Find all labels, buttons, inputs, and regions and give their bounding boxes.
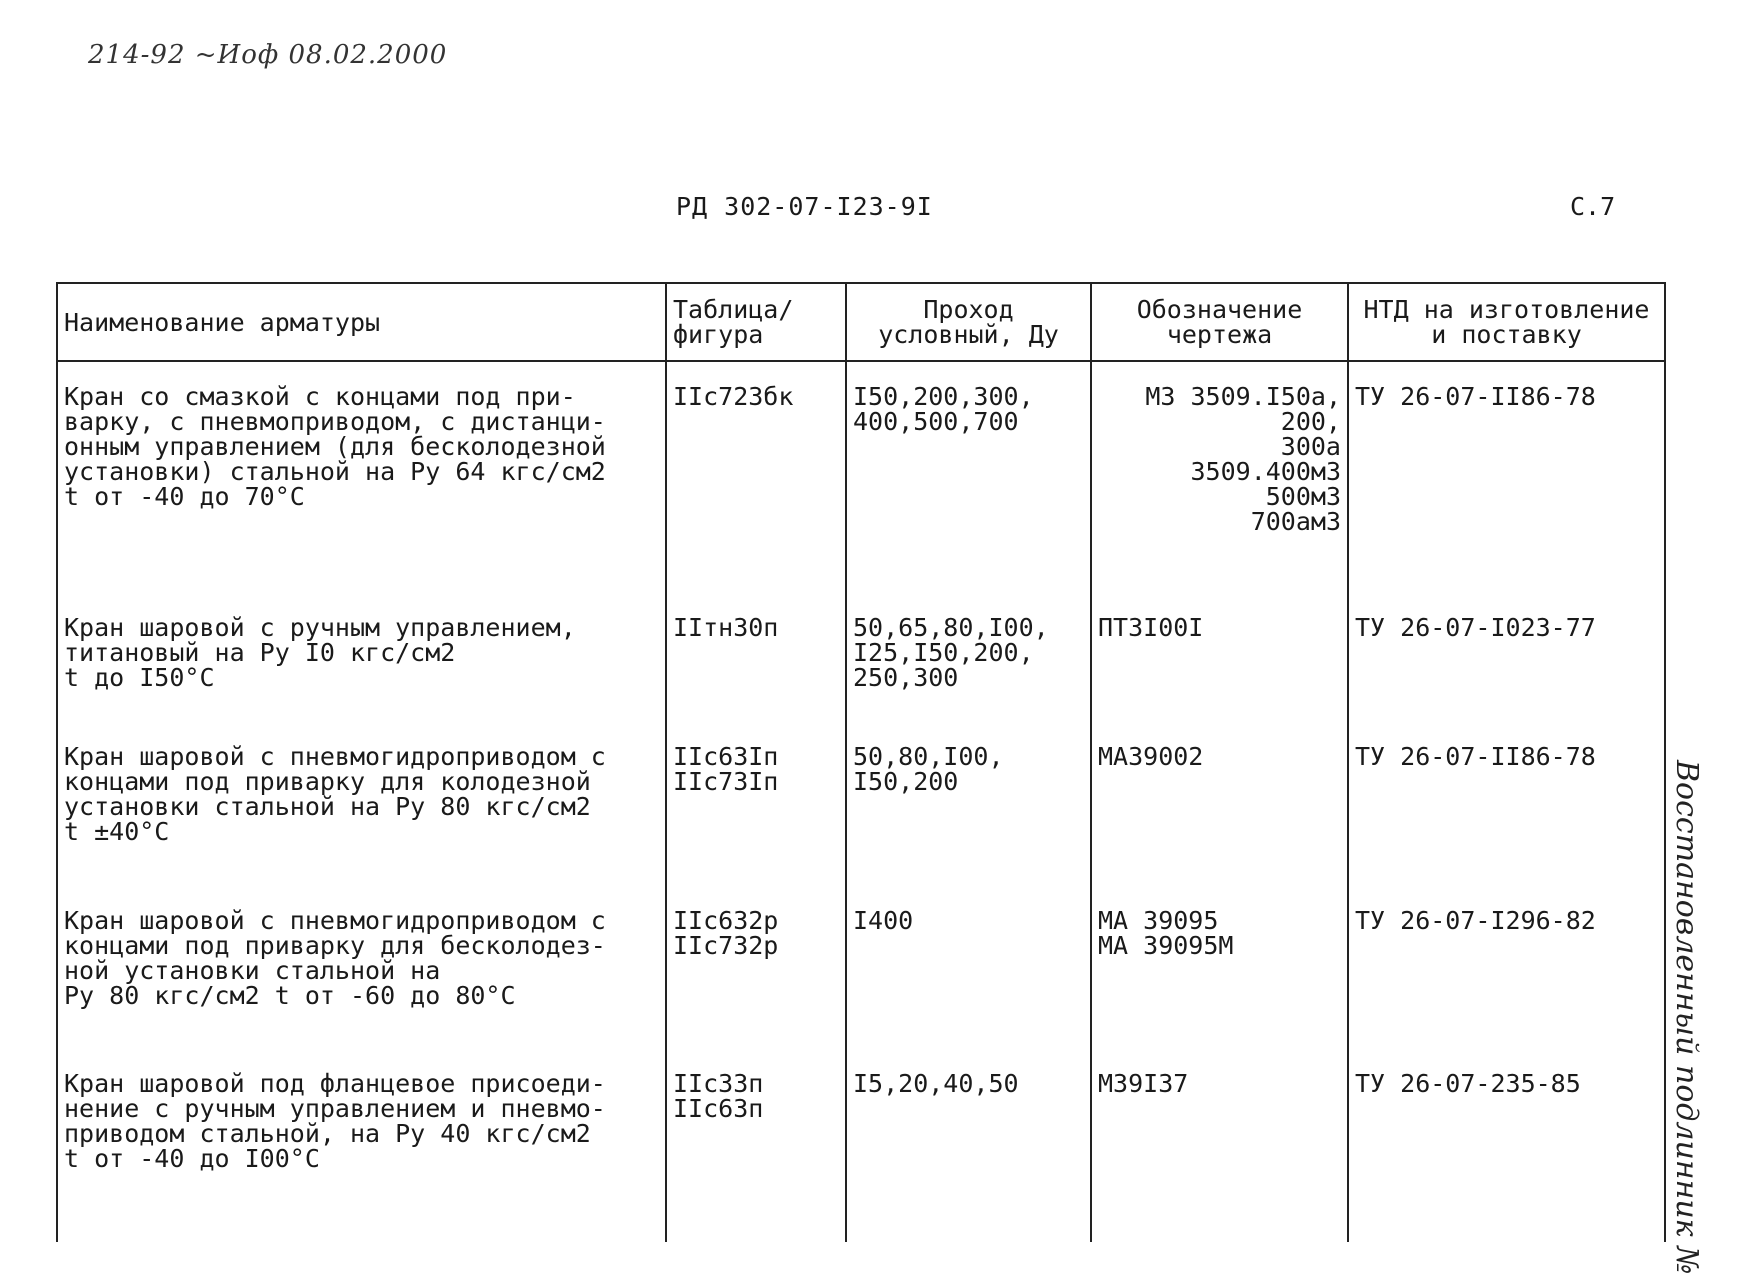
table-row [57,886,1665,1049]
cell-ntd: ТУ 26-07-235-85 [1348,1049,1665,1212]
cell-nominal-diameter: I5,20,40,50 [846,1049,1091,1212]
cell-drawing: МЗ 3509.I50а, 200, 300а 3509.400мЗ 500мЗ 700амЗ [1091,361,1348,593]
empty-cell [1091,1213,1348,1242]
cell-figure: IIс33п IIс63п [666,1049,846,1212]
table-empty-space [57,1213,1665,1242]
valve-specification-table [56,282,1666,1242]
cell-ntd: ТУ 26-07-II86-78 [1348,361,1665,593]
table-row [57,593,1665,723]
cell-name: Кран шаровой с ручным управлением, титановый на Ру I0 кгс/см2 t до I50°С [57,593,666,723]
cell-ntd: ТУ 26-07-I296-82 [1348,886,1665,1049]
table-row [57,722,1665,885]
empty-cell [1348,1213,1665,1242]
cell-figure: IIтн30п [666,593,846,723]
cell-name: Кран шаровой под фланцевое присоеди- нение с ручным управлением и пневмо- приводом стальной, на Ру 40 кгс/см2 t от -40 до I00°С [57,1049,666,1212]
column-header-drawing: Обозначение чертежа [1091,283,1348,361]
table-row [57,361,1665,593]
cell-name: Кран шаровой с пневмогидроприводом с концами под приварку для колодезной установки стальной на Ру 80 кгс/см2 t ±40°С [57,722,666,885]
cell-drawing: МА39002 [1091,722,1348,885]
table-row [57,1049,1665,1212]
cell-figure: IIс63Iп IIс73Iп [666,722,846,885]
column-header-figure: Таблица/ фигура [666,283,846,361]
cell-figure: IIс632р IIс732р [666,886,846,1049]
empty-cell [57,1213,666,1242]
cell-ntd: ТУ 26-07-I023-77 [1348,593,1665,723]
cell-name: Кран шаровой с пневмогидроприводом с концами под приварку для бесколодез- ной установки стальной на Ру 80 кгс/см2 t от -60 до 80°С [57,886,666,1049]
cell-drawing: ПТЗI00I [1091,593,1348,723]
cell-ntd: ТУ 26-07-II86-78 [1348,722,1665,885]
cell-nominal-diameter: I50,200,300, 400,500,700 [846,361,1091,593]
column-header-ntd: НТД на изготовление и поставку [1348,283,1665,361]
column-header-name: Наименование арматуры [57,283,666,361]
cell-nominal-diameter: 50,80,I00, I50,200 [846,722,1091,885]
side-stamp-text: Восстановленный подлинник № [1669,760,1704,1275]
cell-drawing: МЗ9I37 [1091,1049,1348,1212]
empty-cell [846,1213,1091,1242]
cell-name: Кран со смазкой с концами под при- варку, с пневмоприводом, с дистанци- онным управлением (для бесколодезной установки) стальной на Ру 64 кгс/см2 t от -40 до 70°С [57,361,666,593]
cell-figure: IIс723бк [666,361,846,593]
page-number: С.7 [1570,192,1616,221]
column-header-nominal-diameter: Проход условный, Ду [846,283,1091,361]
handwritten-annotation: 214-92 ~Иоф 08.02.2000 [88,40,448,70]
empty-cell [666,1213,846,1242]
table-header-row [57,283,1665,361]
cell-drawing: МА 39095 МА 39095М [1091,886,1348,1049]
document-code: РД 302-07-I23-9I [676,192,933,221]
cell-nominal-diameter: I400 [846,886,1091,1049]
cell-nominal-diameter: 50,65,80,I00, I25,I50,200, 250,300 [846,593,1091,723]
